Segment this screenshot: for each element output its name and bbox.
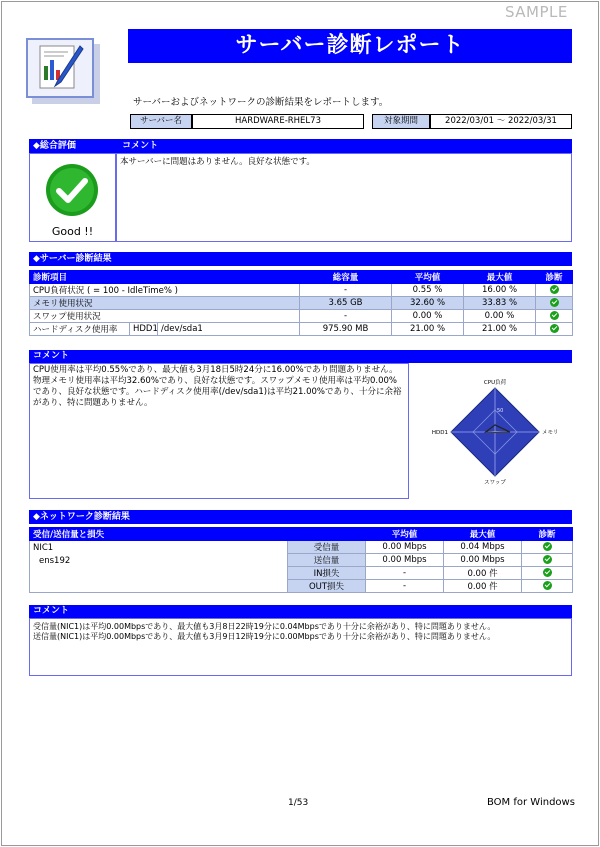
- product-name: BOM for Windows: [487, 797, 575, 808]
- server-header: ◆サーバー診断結果: [29, 252, 572, 266]
- ok-status-icon: [550, 324, 559, 333]
- server-name-value: HARDWARE-RHEL73: [192, 114, 364, 129]
- report-title: サーバー診断レポート: [128, 29, 572, 63]
- radar-axis-label: CPU負荷: [483, 380, 507, 386]
- network-comment-line: 送信量(NIC1)は平均0.00Mbpsであり、最大値も3月9日12時19分に0.00Mbpsであり十分に余裕があり、特に問題ありません。: [33, 632, 496, 641]
- ok-status-icon: [543, 581, 552, 590]
- ok-status-icon: [543, 555, 552, 564]
- nic-interface: ens192: [39, 556, 71, 566]
- ok-status-icon: [550, 285, 559, 294]
- nic-name: NIC1: [33, 543, 54, 553]
- period-label: 対象期間: [372, 114, 430, 129]
- overall-header: ◆総合評価: [33, 141, 76, 151]
- table-row: OUT損失 - 0.00 件: [30, 580, 573, 593]
- ok-status-icon: [550, 311, 559, 320]
- network-comment: [29, 618, 572, 676]
- table-row: スワップ使用状況 - 0.00 % 0.00 %: [30, 310, 573, 323]
- good-check-icon: [44, 162, 100, 218]
- table-row: NIC1 ens192 受信量 0.00 Mbps 0.04 Mbps: [30, 541, 573, 554]
- overall-grade-box: [29, 153, 116, 242]
- overall-comment: 本サーバーに問題はありません。良好な状態です。: [116, 153, 572, 242]
- sample-watermark: SAMPLE: [505, 3, 568, 21]
- table-row: 送信量 0.00 Mbps 0.00 Mbps: [30, 554, 573, 567]
- server-table: [29, 270, 573, 336]
- radar-axis-label: HDD1: [431, 430, 448, 436]
- ok-status-icon: [543, 542, 552, 551]
- table-row: IN損失 - 0.00 件: [30, 567, 573, 580]
- server-comment: CPU使用率は平均0.55%であり、最大値も3月18日5時24分に16.00%であり問題ありません。物理メモリ使用率は平均32.60%であり、良好な状態です。スワップメモリ使用率は平均0.00%であり、良好な状態です。ハードディスク使用率(/dev/sda1)は平均21.00%であり、十分に余裕があり、特に問題ありません。: [29, 363, 409, 499]
- table-row: CPU負荷状況 ( = 100 - IdleTime% ) - 0.55 % 16.00 %: [30, 284, 573, 297]
- table-row: ハードディスク使用率 HDD1 /dev/sda1 975.90 MB 21.00 % 21.00 %: [30, 323, 573, 336]
- radar-chart: [415, 368, 575, 496]
- report-logo-icon: [26, 38, 94, 98]
- server-table-header: 診断項目 総容量 平均値 最大値 診断: [30, 271, 573, 284]
- radar-axis-label: スワップ: [484, 480, 506, 486]
- report-description: サーバーおよびネットワークの診断結果をレポートします。: [133, 97, 389, 108]
- server-name-label: サーバー名: [130, 114, 192, 129]
- radar-axis-label: メモリ: [542, 430, 559, 436]
- network-table-header: 受信/送信量と損失 平均値 最大値 診断: [30, 528, 573, 541]
- overall-comment-header: コメント: [122, 141, 159, 151]
- overall-grade: Good !!: [51, 225, 94, 238]
- radar-tick-label: 50: [497, 408, 504, 414]
- ok-status-icon: [543, 568, 552, 577]
- table-row: メモリ使用状況 3.65 GB 32.60 % 33.83 %: [30, 297, 573, 310]
- network-table: [29, 527, 573, 593]
- period-value: 2022/03/01 ～ 2022/03/31: [430, 114, 572, 129]
- overall-header-bar: [29, 139, 572, 153]
- server-comment-header: コメント: [29, 350, 572, 363]
- ok-status-icon: [550, 298, 559, 307]
- network-comment-header: コメント: [29, 605, 572, 618]
- network-header: ◆ネットワーク診断結果: [29, 510, 572, 524]
- network-comment-line: 受信量(NIC1)は平均0.00Mbpsであり、最大値も3月8日22時19分に0.04Mbpsであり十分に余裕があり、特に問題ありません。: [33, 622, 496, 631]
- page-number: 1/53: [288, 798, 309, 808]
